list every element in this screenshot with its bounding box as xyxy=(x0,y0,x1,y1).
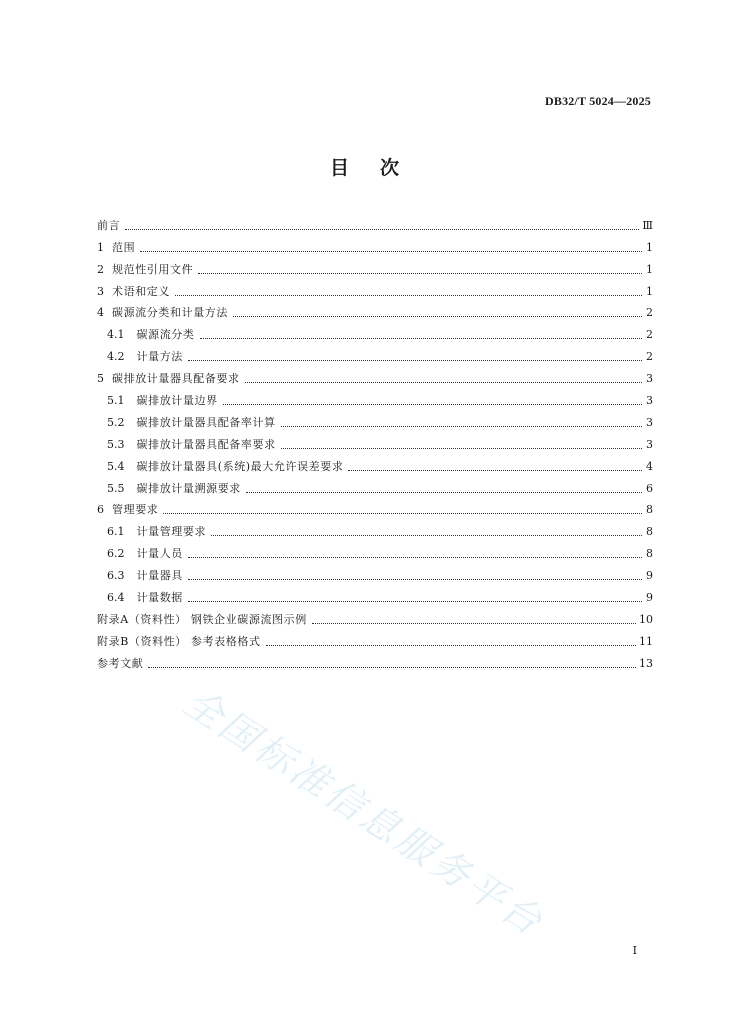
toc-entry-label: 碳排放计量边界 xyxy=(136,394,218,408)
toc-entry[interactable] xyxy=(97,277,653,299)
toc-entry-number: 6 xyxy=(97,503,104,517)
toc-entry-number: 5.5 xyxy=(107,481,125,495)
toc-entry-page: 11 xyxy=(639,634,653,648)
toc-entry[interactable] xyxy=(97,255,653,277)
toc-entry-label: 碳排放计量器具配备要求 xyxy=(112,372,240,386)
toc-title-part2: 次 xyxy=(380,157,401,179)
toc-entry-page: 4 xyxy=(646,459,653,473)
table-of-contents xyxy=(97,211,653,671)
toc-entry[interactable] xyxy=(97,211,653,233)
toc-leader-dots xyxy=(281,448,642,449)
toc-entry[interactable] xyxy=(97,364,653,386)
toc-entry-number: 5.1 xyxy=(107,394,125,408)
toc-entry-page: Ⅲ xyxy=(642,218,653,232)
toc-leader-dots xyxy=(266,645,636,646)
toc-leader-dots xyxy=(312,623,636,624)
toc-entry[interactable] xyxy=(97,605,653,627)
toc-entry-page: 1 xyxy=(646,240,653,254)
toc-leader-dots xyxy=(188,557,642,558)
toc-entry-number: 3 xyxy=(97,284,104,298)
toc-entry-number: 6.3 xyxy=(107,569,125,583)
toc-leader-dots xyxy=(140,251,642,252)
document-code: DB32/T 5024—2025 xyxy=(545,94,651,108)
toc-entry-number: 4 xyxy=(97,306,104,320)
toc-entry-label: 规范性引用文件 xyxy=(112,262,194,276)
toc-leader-dots xyxy=(348,470,642,471)
toc-entry-label: 计量数据 xyxy=(136,591,183,605)
toc-entry-page: 9 xyxy=(646,569,653,583)
toc-entry-label: 管理要求 xyxy=(112,503,159,517)
toc-leader-dots xyxy=(211,535,642,536)
toc-entry-page: 3 xyxy=(646,437,653,451)
toc-leader-dots xyxy=(188,360,642,361)
toc-entry-label: 计量管理要求 xyxy=(136,525,207,539)
toc-entry[interactable] xyxy=(97,320,653,342)
toc-entry-page: 1 xyxy=(646,284,653,298)
toc-entry-page: 3 xyxy=(646,415,653,429)
toc-entry-label: 碳源流分类和计量方法 xyxy=(112,306,228,320)
toc-leader-dots xyxy=(233,316,642,317)
toc-leader-dots xyxy=(163,513,642,514)
toc-leader-dots xyxy=(125,229,639,230)
toc-entry-number: 6.2 xyxy=(107,547,125,561)
toc-entry-page: 8 xyxy=(646,503,653,517)
toc-entry-label: 碳排放计量器具配备率要求 xyxy=(136,437,276,451)
toc-leader-dots xyxy=(148,667,636,668)
toc-entry-number: 4.1 xyxy=(107,328,125,342)
toc-entry[interactable] xyxy=(97,342,653,364)
toc-entry-number: 5.4 xyxy=(107,459,125,473)
toc-entry[interactable] xyxy=(97,561,653,583)
toc-entry-page: 9 xyxy=(646,591,653,605)
toc-entry[interactable] xyxy=(97,539,653,561)
toc-leader-dots xyxy=(281,426,642,427)
toc-entry-label: 碳排放计量器具配备率计算 xyxy=(136,415,276,429)
toc-entry-page: 8 xyxy=(646,547,653,561)
toc-entry-page: 8 xyxy=(646,525,653,539)
toc-entry-label: 计量方法 xyxy=(136,350,183,364)
toc-entry-page: 1 xyxy=(646,262,653,276)
toc-entry[interactable] xyxy=(97,496,653,518)
toc-entry[interactable] xyxy=(97,649,653,671)
toc-leader-dots xyxy=(175,295,642,296)
toc-entry-number: 5.2 xyxy=(107,415,125,429)
toc-leader-dots xyxy=(200,338,643,339)
toc-entry-page: 2 xyxy=(646,306,653,320)
toc-entry-page: 2 xyxy=(646,328,653,342)
toc-entry-label: 碳排放计量器具(系统)最大允许误差要求 xyxy=(136,459,344,473)
toc-entry-number: 4.2 xyxy=(107,350,125,364)
toc-entry-number: 1 xyxy=(97,240,104,254)
toc-entry[interactable] xyxy=(97,583,653,605)
toc-entry-number: 6.1 xyxy=(107,525,125,539)
toc-entry-label: 附录B（资料性） 参考表格格式 xyxy=(97,634,261,648)
toc-entry-page: 3 xyxy=(646,394,653,408)
toc-entry-label: 范围 xyxy=(112,240,136,254)
toc-entry-number: 2 xyxy=(97,262,104,276)
toc-entry-number: 5 xyxy=(97,372,104,386)
toc-entry[interactable] xyxy=(97,233,653,255)
toc-leader-dots xyxy=(188,601,642,602)
toc-entry-label: 碳排放计量溯源要求 xyxy=(136,481,241,495)
toc-entry-number: 6.4 xyxy=(107,591,125,605)
toc-leader-dots xyxy=(223,404,642,405)
toc-entry[interactable] xyxy=(97,386,653,408)
toc-leader-dots xyxy=(188,579,642,580)
page-number: I xyxy=(632,944,637,957)
watermark: 全国标准信息服务平台 xyxy=(176,679,553,946)
toc-entry[interactable] xyxy=(97,452,653,474)
toc-entry-label: 计量器具 xyxy=(136,569,183,583)
toc-title xyxy=(0,153,730,180)
toc-entry[interactable] xyxy=(97,408,653,430)
toc-entry-label: 参考文献 xyxy=(97,656,144,670)
toc-entry[interactable] xyxy=(97,627,653,649)
toc-entry[interactable] xyxy=(97,430,653,452)
toc-entry-page: 2 xyxy=(646,350,653,364)
toc-entry-label: 附录A（资料性） 钢铁企业碳源流图示例 xyxy=(97,612,307,626)
toc-entry-label: 计量人员 xyxy=(136,547,183,561)
toc-entry-label: 碳源流分类 xyxy=(136,328,195,342)
toc-entry[interactable] xyxy=(97,474,653,496)
toc-entry-label: 术语和定义 xyxy=(112,284,170,298)
toc-leader-dots xyxy=(198,273,642,274)
toc-entry[interactable] xyxy=(97,299,653,321)
toc-entry-page: 3 xyxy=(646,372,653,386)
toc-leader-dots xyxy=(246,492,642,493)
toc-entry-label: 前言 xyxy=(97,218,121,232)
toc-title-part1: 目 xyxy=(329,157,350,179)
toc-entry-number: 5.3 xyxy=(107,437,125,451)
toc-entry-page: 10 xyxy=(639,612,653,626)
toc-entry-page: 6 xyxy=(646,481,653,495)
toc-entry-page: 13 xyxy=(639,656,653,670)
toc-leader-dots xyxy=(245,382,642,383)
toc-entry[interactable] xyxy=(97,517,653,539)
